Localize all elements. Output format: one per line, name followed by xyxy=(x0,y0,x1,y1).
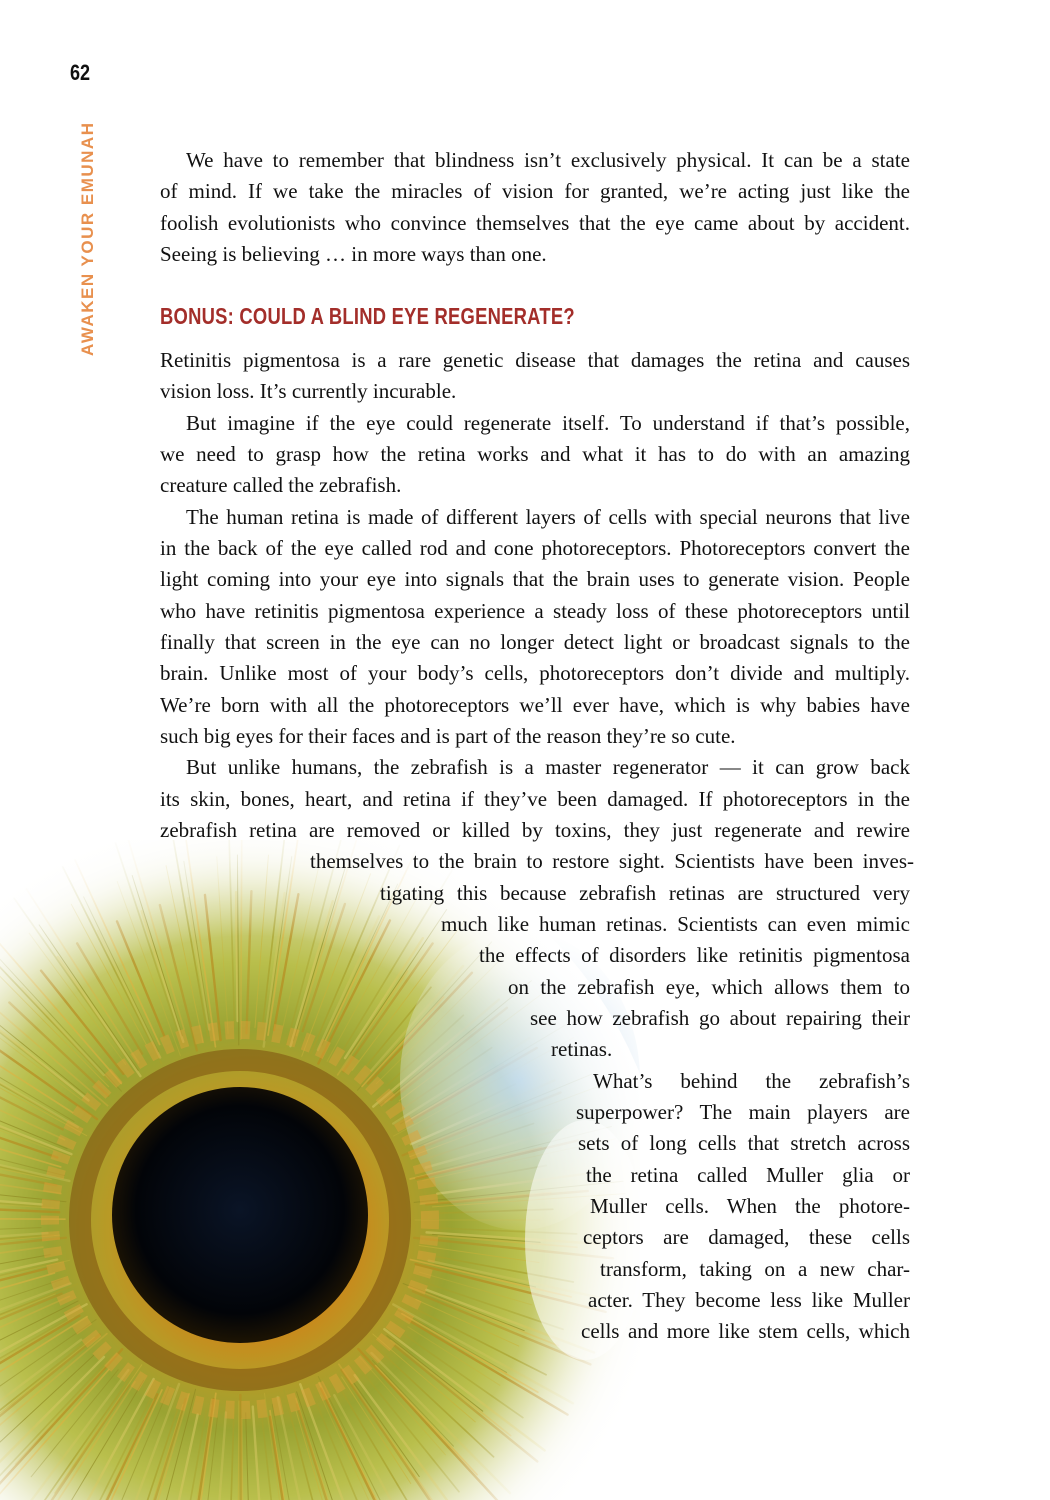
text-line: Retinitis pigmentosa is a rare genetic disease that damages the retina and causes xyxy=(160,348,910,372)
text-line: What’s behind the zebrafish’s xyxy=(593,1069,910,1093)
text-line: creature called the zebrafish. xyxy=(160,473,402,497)
text-line: transform, taking on a new char- xyxy=(600,1257,910,1281)
text-line: foolish evolutionists who convince themselves that the eye came about by accident. xyxy=(160,211,910,235)
text-line: light coming into your eye into signals that the brain uses to generate vision. People xyxy=(160,567,910,591)
text-line: the retina called Muller glia or xyxy=(586,1163,910,1187)
text-line: finally that screen in the eye can no longer detect light or broadcast signals to the xyxy=(160,630,910,654)
text-line: tigating this because zebrafish retinas are structured very xyxy=(380,881,910,905)
text-line: We’re born with all the photoreceptors we’ll ever have, which is why babies have xyxy=(160,693,910,717)
text-line: ceptors are damaged, these cells xyxy=(583,1225,910,1249)
text-line: sets of long cells that stretch across xyxy=(578,1131,910,1155)
text-line: acter. They become less like Muller xyxy=(588,1288,910,1312)
text-line: the effects of disorders like retinitis pigmentosa xyxy=(479,943,910,967)
text-line: themselves to the brain to restore sight. Scientists have been inves- xyxy=(310,849,914,873)
text-line: its skin, bones, heart, and retina if they’ve been damaged. If photoreceptors in the xyxy=(160,787,910,811)
text-line: But imagine if the eye could regenerate itself. To understand if that’s possible, xyxy=(186,411,910,435)
text-line: Seeing is believing … in more ways than one. xyxy=(160,242,547,266)
text-line: on the zebrafish eye, which allows them to xyxy=(508,975,910,999)
text-line: brain. Unlike most of your body’s cells, photoreceptors don’t divide and multiply. xyxy=(160,661,910,685)
page-number: 62 xyxy=(70,60,91,85)
text-line: such big eyes for their faces and is part of the reason they’re so cute. xyxy=(160,724,736,748)
text-line: vision loss. It’s currently incurable. xyxy=(160,379,457,403)
text-line: of mind. If we take the miracles of vision for granted, we’re acting just like the xyxy=(160,179,910,203)
text-line: We have to remember that blindness isn’t exclusively physical. It can be a state xyxy=(186,148,910,172)
text-line: retinas. xyxy=(551,1037,613,1061)
text-line: much like human retinas. Scientists can even mimic xyxy=(441,912,910,936)
text-line: The human retina is made of different layers of cells with special neurons that live xyxy=(186,505,910,529)
text-line: we need to grasp how the retina works and what it has to do with an amazing xyxy=(160,442,910,466)
text-line: zebrafish retina are removed or killed by toxins, they just regenerate and rewire xyxy=(160,818,910,842)
section-heading: BONUS: COULD A BLIND EYE REGENERATE? xyxy=(160,303,575,329)
text-line: in the back of the eye called rod and cone photoreceptors. Photoreceptors convert the xyxy=(160,536,910,560)
text-line: Muller cells. When the photore- xyxy=(590,1194,910,1218)
running-head: AWAKEN YOUR EMUNAH xyxy=(78,121,97,356)
text-line: But unlike humans, the zebrafish is a master regenerator — it can grow back xyxy=(186,755,910,779)
text-line: superpower? The main players are xyxy=(576,1100,910,1124)
text-line: see how zebrafish go about repairing their xyxy=(530,1006,910,1030)
text-line: cells and more like stem cells, which xyxy=(581,1319,910,1343)
text-line: who have retinitis pigmentosa experience a steady loss of these photoreceptors until xyxy=(160,599,910,623)
